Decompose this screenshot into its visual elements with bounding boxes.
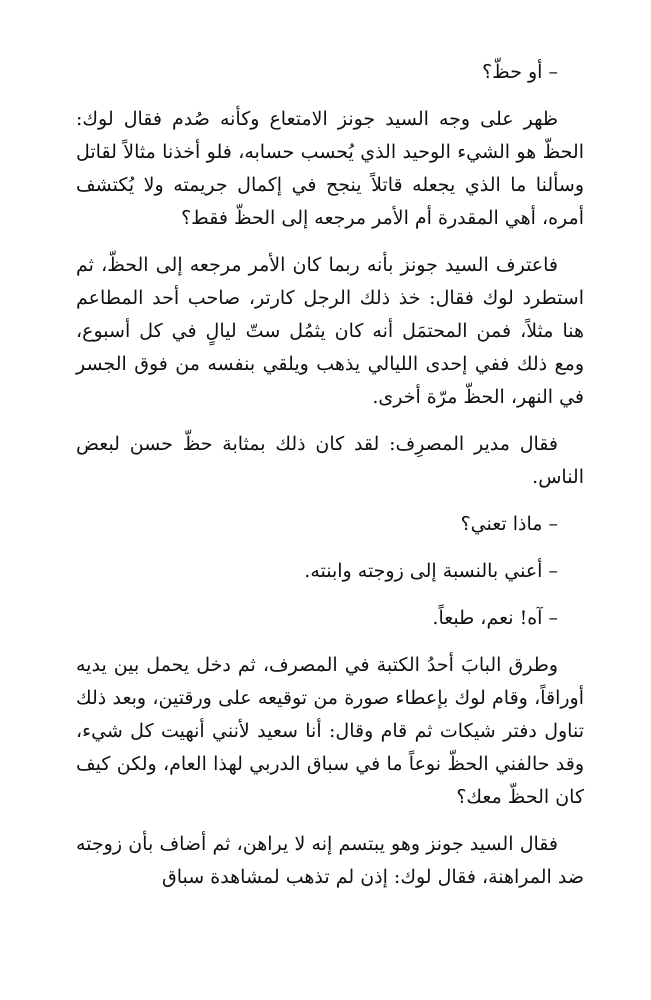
- dialog-line-what-do-you-mean: – ماذا تعني؟: [460, 513, 558, 535]
- page-text: [76, 56, 584, 908]
- paragraph-clerk-papers: وطرق البابَ أحدُ الكتبة في المصرف، ثم دخل يحمل بين يديه أوراقاً، وقام لوك بإعطاء صورة من توقيعه على ورقتين، وبعد ذلك تناول دفتر شيكات ثم قام وقال: أنا سعيد لأنني أنهيت كل شيء، وقد حالفني الحظّ نوعاً ما في سباق الدربي لهذا العام، ولكن كيف كان الحظّ معك؟: [76, 654, 584, 808]
- paragraph-luck-discussion: ظهر على وجه السيد جونز الامتعاع وكأنه صُدم فقال لوك: الحظّ هو الشيء الوحيد الذي يُحسب حسابه، فلو أخذنا مثالاً لقاتل وسألنا ما الذي يجعله قاتلاً ينجح في إكمال جريمته ولا يُكتشف أمره، أهي المقدرة أم الأمر مرجعه إلى الحظّ فقط؟: [76, 108, 584, 229]
- dialog-line-or-luck: – أو حظّ؟: [482, 61, 558, 83]
- paragraph-no-betting: فقال السيد جونز وهو يبتسم إنه لا يراهن، ثم أضاف بأن زوجته ضد المراهنة، فقال لوك: إذن لم تذهب لمشاهدة سباق: [76, 833, 584, 888]
- paragraph-carter-example: فاعترف السيد جونز بأنه ربما كان الأمر مرجعه إلى الحظّ، ثم استطرد لوك فقال: خذ ذلك الرجل كارتر، صاحب أحد المطاعم هنا مثلاً، فمن المحتمَل أنه كان يثمُل ستّ ليالٍ في كل أسبوع، ومع ذلك ففي إحدى الليالي يذهب ويلقي بنفسه من فوق الجسر في النهر، الحظّ مرّة أخرى.: [76, 254, 584, 408]
- paragraph-bank-manager: فقال مدير المصرِف: لقد كان ذلك بمثابة حظّ حسن لبعض الناس.: [76, 433, 584, 488]
- dialog-line-of-course: – آه! نعم، طبعاً.: [432, 607, 558, 629]
- dialog-line-wife-daughter: – أعني بالنسبة إلى زوجته وابنته.: [304, 560, 558, 582]
